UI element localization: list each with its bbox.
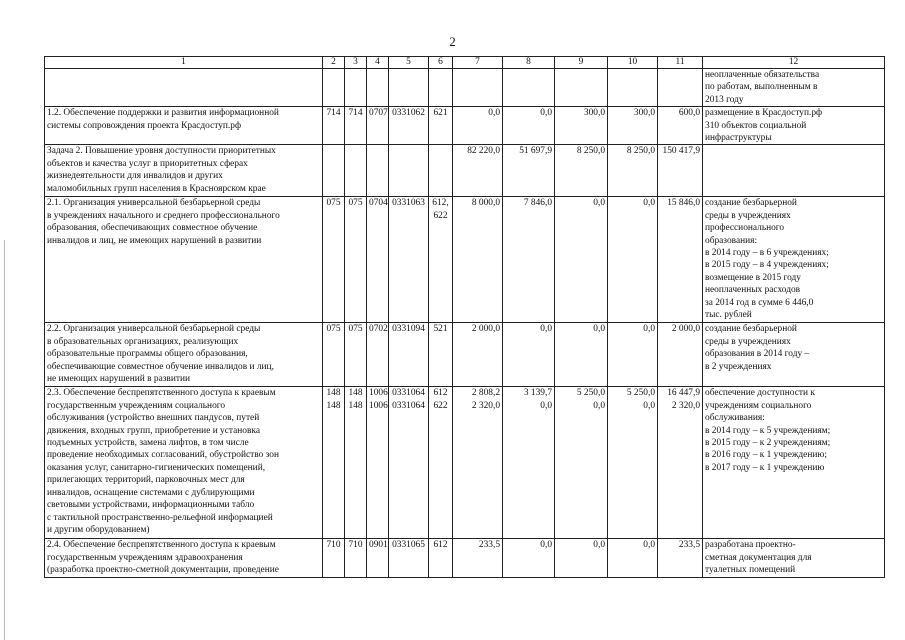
cell-total: 2 000,0	[658, 323, 703, 387]
cell-amount: 300,0	[608, 107, 658, 145]
row-description: 2.1. Организация универсальной безбарьерной среды в учреждениях начального и среднего профессионального образования, обеспечивающих совместное обучение инвалидов и лиц, не имеющих нарушений в развитии	[45, 197, 323, 323]
row-result: размещение в Красдоступ.рф 310 объектов социальной инфраструктуры	[703, 107, 885, 145]
cell-gr-code: 148 148	[323, 387, 345, 539]
cell-section-code: 0707	[367, 107, 389, 145]
cell-amount: 2 000,0	[453, 323, 503, 387]
row-description: 2.3. Обеспечение беспрепятственного доступа к краевым государственным учреждениям социального обслуживания (устройство внешних пандусов, путей движения, входных групп, приобретение и установка подъемных устройств, замена лифтов, в том числе проведение необходимых согласований, обустройство зон оказания услуг, санитарно-гигиенических помещений, прилегающих территорий, парковочных мест для инвалидов, оснащение системами с дублирующими световыми устройствами, информационными табло с тактильной пространственно-рельефной информацией и другим оборудованием)	[45, 387, 323, 539]
cell-section-code: 0704	[367, 197, 389, 323]
cell-grbs-code: 075	[345, 323, 367, 387]
cell-amount: 8 250,0	[555, 145, 608, 197]
column-header: 7	[453, 57, 503, 69]
cell-gr-code: 075	[323, 323, 345, 387]
table-row	[45, 197, 885, 323]
cell-amount: 0,0	[608, 323, 658, 387]
cell-amount: 8 000,0	[453, 197, 503, 323]
cell-amount: 0,0	[555, 323, 608, 387]
cell-section-code: 0702	[367, 323, 389, 387]
column-header: 1	[45, 57, 323, 69]
cell-section-code	[367, 145, 389, 197]
cell-expense-type	[429, 145, 453, 197]
cell-total: 16 447,9 2 320,0	[658, 387, 703, 539]
cell-amount: 5 250,0 0,0	[555, 387, 608, 539]
row-result	[703, 145, 885, 197]
cell-amount: 0,0	[503, 107, 555, 145]
row-description	[45, 69, 323, 107]
column-header: 12	[703, 57, 885, 69]
cell-amount	[453, 69, 503, 107]
row-result: обеспечение доступности к учреждениям социального обслуживания: в 2014 году – к 5 учреждениям; в 2015 году – к 2 учреждениям; в 2016 году – к 1 учреждению; в 2017 году – к 1 учреждению	[703, 387, 885, 539]
column-number-row	[45, 57, 885, 69]
cell-article-code: 0331063	[389, 197, 429, 323]
cell-grbs-code: 075	[345, 197, 367, 323]
cell-article-code: 0331065	[389, 539, 429, 577]
table-row	[45, 323, 885, 387]
cell-amount: 300,0	[555, 107, 608, 145]
cell-article-code	[389, 69, 429, 107]
cell-expense-type: 521	[429, 323, 453, 387]
cell-amount	[555, 69, 608, 107]
cell-amount: 51 697,9	[503, 145, 555, 197]
cell-expense-type: 612, 622	[429, 197, 453, 323]
row-description: Задача 2. Повышение уровня доступности приоритетных объектов и качества услуг в приоритетных сферах жизнедеятельности для инвалидов и других маломобильных групп населения в Красноярском крае	[45, 145, 323, 197]
cell-total: 600,0	[658, 107, 703, 145]
row-description: 1.2. Обеспечение поддержки и развития информационной системы сопровождения проекта Красдоступ.рф	[45, 107, 323, 145]
cell-expense-type: 612	[429, 539, 453, 577]
cell-amount: 3 139,7 0,0	[503, 387, 555, 539]
row-result: неоплаченные обязательства по работам, выполненным в 2013 году	[703, 69, 885, 107]
row-result: разработана проектно- сметная документация для туалетных помещений	[703, 539, 885, 577]
cell-amount: 0,0	[608, 539, 658, 577]
column-header: 11	[658, 57, 703, 69]
scan-margin-line	[4, 240, 5, 640]
cell-amount: 82 220,0	[453, 145, 503, 197]
cell-grbs-code: 148 148	[345, 387, 367, 539]
cell-grbs-code	[345, 145, 367, 197]
cell-amount	[503, 69, 555, 107]
table-row	[45, 539, 885, 577]
cell-amount: 0,0	[608, 197, 658, 323]
column-header: 10	[608, 57, 658, 69]
row-description: 2.4. Обеспечение беспрепятственного доступа к краевым государственным учреждениям здравоохранения (разработка проектно-сметной документации, проведение	[45, 539, 323, 577]
row-description: 2.2. Организация универсальной безбарьерной среды в образовательных организациях, реализующих образовательные программы общего образования, обеспечивающие совместное обучение инвалидов и лиц, не имеющих нарушений в развитии	[45, 323, 323, 387]
cell-gr-code	[323, 69, 345, 107]
cell-gr-code: 710	[323, 539, 345, 577]
cell-grbs-code: 710	[345, 539, 367, 577]
cell-article-code: 0331064 0331064	[389, 387, 429, 539]
cell-section-code	[367, 69, 389, 107]
cell-total: 233,5	[658, 539, 703, 577]
column-header: 8	[503, 57, 555, 69]
cell-total	[658, 69, 703, 107]
column-header: 4	[367, 57, 389, 69]
cell-total: 150 417,9	[658, 145, 703, 197]
cell-amount: 5 250,0 0,0	[608, 387, 658, 539]
cell-gr-code: 714	[323, 107, 345, 145]
cell-gr-code	[323, 145, 345, 197]
cell-gr-code: 075	[323, 197, 345, 323]
column-header: 5	[389, 57, 429, 69]
column-header: 2	[323, 57, 345, 69]
cell-amount: 0,0	[555, 197, 608, 323]
cell-total: 15 846,0	[658, 197, 703, 323]
cell-amount: 0,0	[503, 323, 555, 387]
table-row	[45, 145, 885, 197]
table-row	[45, 69, 885, 107]
cell-article-code: 0331094	[389, 323, 429, 387]
cell-article-code: 0331062	[389, 107, 429, 145]
cell-grbs-code	[345, 69, 367, 107]
cell-expense-type: 612 622	[429, 387, 453, 539]
cell-section-code: 1006 1006	[367, 387, 389, 539]
cell-amount: 0,0	[555, 539, 608, 577]
column-header: 6	[429, 57, 453, 69]
page-number: 2	[449, 34, 456, 49]
cell-amount: 0,0	[503, 539, 555, 577]
cell-section-code: 0901	[367, 539, 389, 577]
cell-amount: 8 250,0	[608, 145, 658, 197]
cell-amount: 7 846,0	[503, 197, 555, 323]
row-result: создание безбарьерной среды в учреждениях образования в 2014 году – в 2 учреждениях	[703, 323, 885, 387]
cell-amount: 233,5	[453, 539, 503, 577]
program-activities-table	[44, 56, 885, 578]
column-header: 9	[555, 57, 608, 69]
cell-amount	[608, 69, 658, 107]
cell-expense-type	[429, 69, 453, 107]
table-row	[45, 387, 885, 539]
cell-amount: 0,0	[453, 107, 503, 145]
cell-article-code	[389, 145, 429, 197]
cell-expense-type: 621	[429, 107, 453, 145]
row-result: создание безбарьерной среды в учреждениях профессионального образования: в 2014 году – в 6 учреждениях; в 2015 году – в 4 учреждениях; возмещение в 2015 году неоплаченных расходов за 2014 год в сумме 6 446,0 тыс. рублей	[703, 197, 885, 323]
table-row	[45, 107, 885, 145]
cell-grbs-code: 714	[345, 107, 367, 145]
column-header: 3	[345, 57, 367, 69]
cell-amount: 2 808,2 2 320,0	[453, 387, 503, 539]
